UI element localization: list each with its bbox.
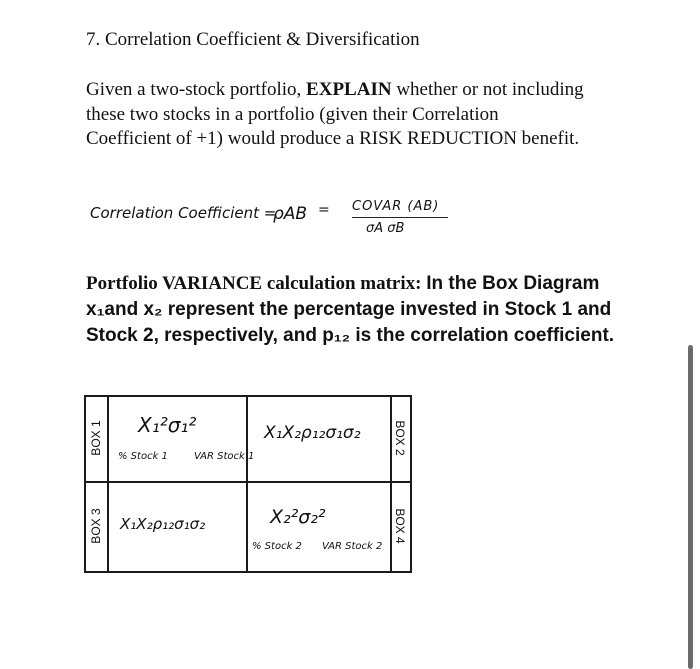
box-diagram <box>84 395 412 574</box>
grid-center-line <box>246 395 248 573</box>
box-1-pct-note: % Stock 1 <box>118 451 168 462</box>
question-part-1: Given a two-stock portfolio, <box>86 79 307 100</box>
question-part-2: whether or not including these two stocks in a portfolio (given their Correlation Coefficient of +1) would produce a RISK REDUCTION benefit. <box>86 79 584 149</box>
box-1-var-note: VAR Stock 1 <box>194 451 255 462</box>
box-4-pct-note: % Stock 2 <box>252 541 302 552</box>
question-bold-word: EXPLAIN <box>306 79 392 100</box>
grid-left-label-divider <box>107 395 109 573</box>
box-1-term: X₁²σ₁² <box>138 413 197 437</box>
grid-bottom-line <box>84 571 412 573</box>
box-4-term: X₂²σ₂² <box>270 506 326 528</box>
fraction-bar <box>352 217 448 218</box>
vertical-scrollbar[interactable] <box>688 345 693 669</box>
grid-middle-line <box>84 481 412 483</box>
matrix-heading-description: In the Box Diagram x₁and x₂ represent the percentage invested in Stock 1 and Stock 2, respectively, and p₁₂ is the correlation coefficient. <box>86 273 615 346</box>
formula-denominator: σA σB <box>366 221 405 236</box>
grid-right-line <box>410 395 412 573</box>
grid-left-line <box>84 395 86 573</box>
grid-top-line <box>84 395 412 397</box>
question-text <box>86 78 586 152</box>
matrix-heading-title: Portfolio VARIANCE calculation matrix <box>86 273 416 294</box>
box-3-label: BOX 3 <box>89 508 103 544</box>
formula-rho: ρAB <box>273 204 308 224</box>
box-4-var-note: VAR Stock 2 <box>322 541 383 552</box>
box-4-label: BOX 4 <box>393 508 407 544</box>
matrix-heading-colon: : <box>415 273 427 294</box>
box-3-term: X₁X₂ρ₁₂σ₁σ₂ <box>120 515 206 533</box>
box-2-label: BOX 2 <box>393 420 407 456</box>
formula-equals: = <box>318 202 330 218</box>
correlation-formula <box>90 196 470 242</box>
matrix-heading <box>86 271 616 349</box>
box-1-label: BOX 1 <box>89 420 103 456</box>
question-title: 7. Correlation Coefficient & Diversification <box>86 29 420 50</box>
box-2-term: X₁X₂ρ₁₂σ₁σ₂ <box>264 423 361 443</box>
formula-label: Correlation Coefficient = <box>90 204 277 222</box>
grid-right-label-divider <box>390 395 392 573</box>
formula-numerator: COVAR (AB) <box>352 199 440 214</box>
